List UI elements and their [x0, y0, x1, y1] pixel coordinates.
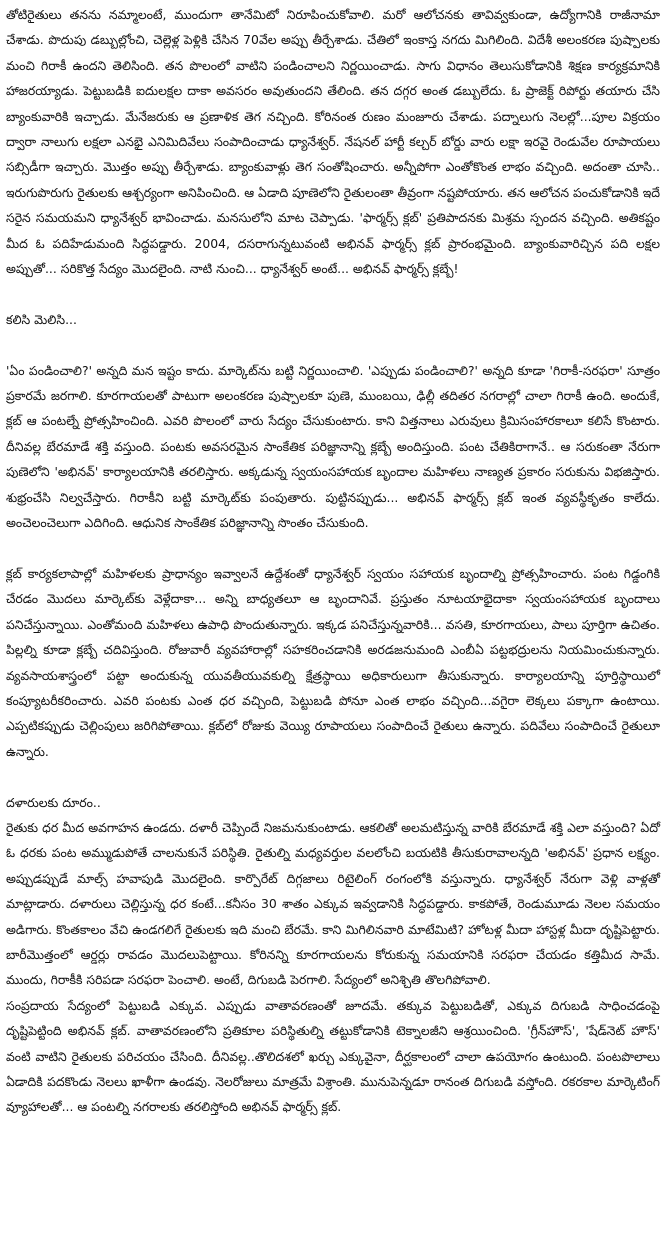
section2-paragraph2: సంప్రదాయ సేద్యంలో పెట్టుబడి ఎక్కువ. ఎప్పుడు వాతావరణంతో జూదమే. తక్కువ పెట్టుబడితో, ఎక్కువ దిగుబడి సాధించడంపై దృష్టిపెట్టింది అభినవ్ క్లబ్. వాతావరణంలోని ప్రతికూల పరిస్థితుల్ని తట్టుకోడానికి టెక్నాలజీని ఆశ్రయించింది. 'గ్రీన్‌హౌస్', 'షేడ్‌నెట్ హౌస్' వంటి వాటిని రైతులకు పరిచయం చేసింది. దీనివల్ల..తొలిదశలో ఖర్చు ఎక్కువైనా, దీర్ఘకాలంలో చాలా ఉపయోగం ఉంటుంది. పంటపొలాలు ఏడాదికి పదకొండు నెలలు ఖాళీగా ఉండవు. నెలరోజులు మాత్రమే విశ్రాంతి. మునుపెన్నడూ రానంత దిగుబడి వస్తోంది. రకరకాల మార్కెటింగ్ వ్యూహాలతో... ఆ పంటల్ని నగరాలకు తరలిస్తోంది అభినవ్ ఫార్మర్స్ క్లబ్.: [6, 997, 660, 1115]
section1-paragraph1: 'ఏం పండించాలి?' అన్నది మన ఇష్టం కాదు. మార్కెట్‌ను బట్టి నిర్ణయించాలి. 'ఎప్పుడు పండించాలి?' అన్నది కూడా 'గిరాకీ-సరఫరా' సూత్రం ప్రకారమే జరగాలి. కూరగాయలతో పాటుగా అలంకరణ పుష్పాలకూ పుణె, ముంబయి, ఢిల్లీ తదితర నగరాల్లో చాలా గిరాకీ ఉంది. అందుకే, క్లబ్ ఆ పంటల్నే ప్రోత్సహించింది. ఎవరి పొలంలో వారు సేద్యం చేసుకుంటారు. కాని విత్తనాలు ఎరువులు క్రిమిసంహారకాలూ కలిసే కొంటారు. దీనివల్ల బేరమాడే శక్తి వస్తుంది. పంటకు అవసరమైన సాంకేతిక పరిజ్ఞానాన్ని క్లబ్బే అందిస్తుంది. పంట చేతికిరాగానే.. ఆ సరుకంతా నేరుగా పుణెలోని 'అభినవ్' కార్యాలయానికి తరలిస్తారు. అక్కడున్న స్వయంసహాయక బృందాల మహిళలు నాణ్యత ప్రకారం సరుకును విభజిస్తారు. శుభ్రంచేసి నిల్వచేస్తారు. గిరాకీని బట్టి మార్కెట్‌కు పంపుతారు. పుట్టినప్పుడు... అభినవ్ ఫార్మర్స్ క్లబ్ ఇంత వ్యవస్థీకృతం కాలేదు. అంచెలంచెలుగా ఎదిగింది. ఆధునిక సాంకేతిక పరిజ్ఞానాన్ని సొంతం చేసుకుంది.: [6, 362, 660, 531]
section-heading-dalarulaku-duram: దళారులకు దూరం..: [6, 794, 101, 810]
intro-paragraph: తోటిరైతులు తనను నమ్మాలంటే, ముందుగా తానేమిటో నిరూపించుకోవాలి. మరో ఆలోచనకు తావివ్వకుండా, ఉద్యోగానికి రాజీనామా చేశాడు. పొదుపు డబ్బుల్లోంచి, చెల్లెళ్ల పెళ్లికి చేసిన 70వేల అప్పు తీర్చేశాడు. చేతిలో ఇంకాస్త నగదు మిగిలింది. విదేశీ అలంకరణ పుష్పాలకు మంచి గిరాకీ ఉందని తెలిసింది. తన పొలంలో వాటిని పండించాలని నిర్ణయించాడు. సాగు విధానం తెలుసుకోడానికి శిక్షణ కార్యక్రమానికి హాజరయ్యాడు. పెట్టుబడికి ఐదులక్షల దాకా అవసరం అవుతుందని తేలింది. తన దగ్గర అంత డబ్బులేదు. ఓ ప్రాజెక్ట్ రిపోర్టు తయారు చేసి బ్యాంకువారికి ఇచ్చాడు. మేనేజరుకు ఆ ప్రణాళిక తెగ నచ్చింది. కోరినంత రుణం మంజూరు చేశాడు. పద్నాలుగు నెలల్లో...పూల విక్రయం ద్వారా నాలుగు లక్షలా ఎనభై ఎనిమిదివేలు సంపాదించాడు ధ్యానేశ్వర్. నేషనల్ హార్టీ కల్చర్ బోర్డు వారు లక్షా ఇరవై రెండువేల రూపాయలు సబ్సిడీగా ఇచ్చారు. మొత్తం అప్పు తీర్చేశాడు. బ్యాంకువాళ్లు తెగ సంతోషించారు. అన్నీపోగా ఎంతోకొంత లాభం వచ్చింది. అదంతా చూసి.. ఇరుగుపొరుగు రైతులకు ఆశ్చర్యంగా అనిపించింది. ఆ ఏడాది పూణెలోని రైతులంతా తీవ్రంగా నష్టపోయారు. తన ఆలోచన పంచుకోడానికి ఇదే సరైన సమయమని ధ్యానేశ్వర్ భావించాడు. మనసులోని మాట చెప్పాడు. 'ఫార్మర్స్ క్లబ్' ప్రతిపాదనకు మిశ్రమ స్పందన వచ్చింది. అతికష్టం మీద ఓ పదిహేడుమంది సిద్ధపడ్డారు. 2004, దసరాగున్నటువంటి అభినవ్ ఫార్మర్స్ క్లబ్ ప్రారంభమైంది. బ్యాంకువారిచ్చిన పది లక్షల అప్పుతో... సరికొత్త సేద్యం మొదలైంది. నాటి నుంచి... ధ్యానేశ్వర్ అంటే... అభినవ్ ఫార్మర్స్ క్లబ్బే!: [6, 7, 661, 277]
article-body: [6, 2, 660, 1120]
paragraph-spacer: [6, 764, 660, 789]
paragraph-spacer: [6, 536, 660, 561]
paragraph-spacer: [6, 332, 660, 357]
section1-paragraph2: క్లబ్ కార్యకలాపాల్లో మహిళలకు ప్రాధాన్యం ఇవ్వాలనే ఉద్దేశంతో ధ్యానేశ్వర్ స్వయం సహాయక బృందాల్ని ప్రోత్సహించారు. పంట గిడ్డంగికి చేరడం మొదలు మార్కెట్‌కు వెళ్లేదాకా... అన్ని బాధ్యతలూ ఆ బృందానివే. ప్రస్తుతం నూటయాభైదాకా స్వయంసహాయక బృందాలు పనిచేస్తున్నాయి. ఎంతోమంది మహిళలు ఉపాధి పొందుతున్నారు. ఇక్కడ పనిచేస్తున్నవారికి... వసతి, కూరగాయలు, పాలు పూర్తిగా ఉచితం. పిల్లల్ని కూడా క్లబ్బే చదివిస్తుంది. రోజువారీ వ్యవహారాల్లో సహకరించడానికి అరడజనుమంది ఎంబీఏ పట్టభద్రులను నియమించుకున్నారు. వ్యవసాయశాస్త్రంలో పట్టా అందుకున్న యువతీయువకుల్ని క్షేత్రస్థాయి అధికారులుగా తీసుకున్నారు. కార్యాలయాన్ని పూర్తిస్థాయిలో కంప్యూటరీకరించారు. ఎవరి పంటకు ఎంత ధర వచ్చింది, పెట్టుబడి పోనూ ఎంత లాభం వచ్చింది...వగైరా లెక్కలు పక్కాగా ఉంటాయి. ఎప్పటికప్పుడు చెల్లింపులు జరిగిపోతాయి. క్లబ్‌లో రోజుకు వెయ్యి రూపాయలు సంపాదించే రైతులు ఉన్నారు. పదివేలు సంపాదించే రైతులూ ఉన్నారు.: [6, 565, 660, 759]
section2-paragraph1: రైతుకు ధర మీద అవగాహన ఉండదు. దళారీ చెప్పిందే నిజమనుకుంటాడు. ఆకలితో అలమటిస్తున్న వారికి బేరమాడే శక్తి ఎలా వస్తుంది? ఏదో ఓ ధరకు పంట అమ్ముడుపోతే చాలనుకునే పరిస్థితి. రైతుల్ని మధ్యవర్తుల వలలోంచి బయటికి తీసుకురావాలన్నది 'అభినవ్' ప్రధాన లక్ష్యం. అప్పుడప్పుడే మాల్స్ హవాపుడి మొదలైంది. కార్పొరేట్ దిగ్గజాలు రిటైలింగ్ రంగంలోకి వస్తున్నారు. ధ్యానేశ్వర్ నేరుగా వెళ్లి వాళ్లతో మాట్లాడారు. దళారులు చెల్లిస్తున్న ధర కంటే...కనీసం 30 శాతం ఎక్కువ ఇవ్వడానికి సిద్ధపడ్డారు. కాకపోతే, రెండుమూడు నెలల సమయం అడిగారు. కొంతకాలం వేచి ఉండగలిగే రైతులకు ఇది మంచి బేరమే. కాని మిగిలినవారి మాటేమిటి? హోటళ్ల మీదా హాస్టళ్ల మీదా దృష్టిపెట్టారు. బారీమొత్తంలో ఆర్డర్లు రావడం మొదలుపెట్టాయి. కోరినన్ని కూరగాయలను కోరుకున్న సమయానికి సరఫరా చేయడం కత్తిమీద సామే. ముందు, గిరాకీకి సరిపడా సరఫరా పెంచాలి. అంటే, దిగుబడి పెరగాలి. సేద్యంలో అనిశ్చితి తొలగిపోవాలి.: [6, 819, 660, 988]
section-heading-kalisi-melisi: కలిసి మెలిసి...: [6, 311, 77, 327]
paragraph-spacer: [6, 281, 660, 306]
